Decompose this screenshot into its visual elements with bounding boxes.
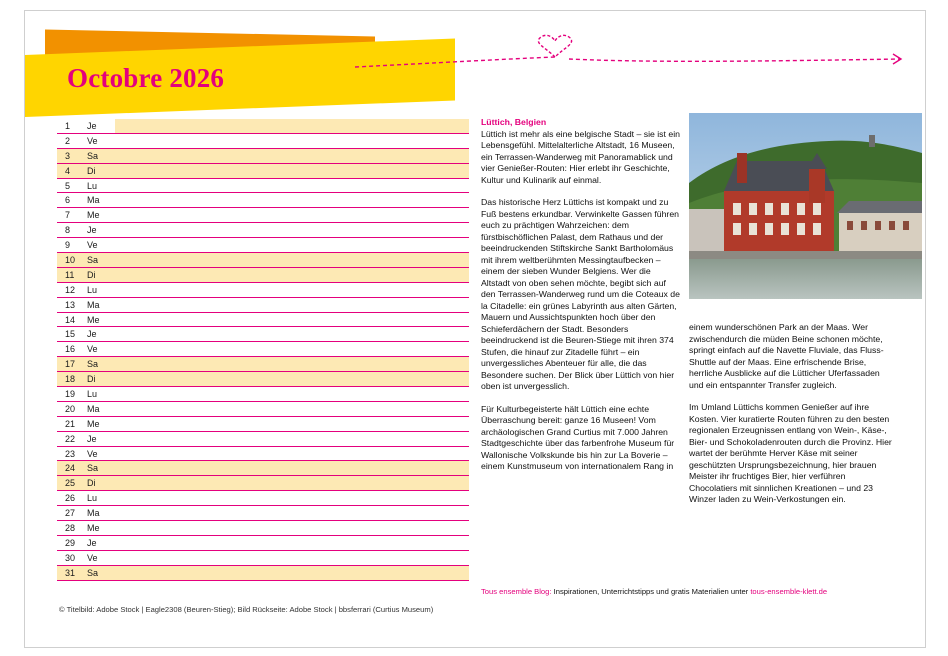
weekday-abbrev: Di bbox=[87, 269, 96, 280]
month-title: Octobre 2026 bbox=[67, 63, 225, 93]
image-credits: © Titelbild: Adobe Stock | Eagle2308 (Beuren-Stieg); Bild Rückseite: Adobe Stock | bbsferrari (Curtius Museum) bbox=[59, 605, 434, 614]
day-number: 21 bbox=[65, 418, 76, 429]
weekday-abbrev: Sa bbox=[87, 567, 99, 578]
blog-note bbox=[481, 587, 827, 596]
calendar-day-row bbox=[57, 491, 469, 506]
calendar-page bbox=[24, 10, 926, 648]
day-number: 20 bbox=[65, 403, 76, 414]
weekday-abbrev: Ma bbox=[87, 508, 100, 519]
day-list bbox=[57, 119, 469, 581]
day-number: 13 bbox=[65, 299, 76, 310]
weekday-abbrev: Di bbox=[87, 165, 96, 176]
day-number: 24 bbox=[65, 463, 76, 474]
article-paragraph: Das historische Herz Lüttichs ist kompakt und zu Fuß bestens erkundbar. Verwinkelte Gassen führen euch zu prächtigen Wahrzeichen: dem fürstbischöflichen Palast, dem Rathaus und der beeindruckenden Stiftskirche Sankt Bartholomäus mit ihrem weltberühmten Messingtaufbecken – einem der sieben Wunder Belgiens. Wer die Altstadt von oben sehen möchte, begibt sich auf den Terrassen-Wanderweg rund um die Coteaux de la Citadelle: ein grünes Labyrinth aus alten Gärten, Mauern und Aussichtspunkten hoch über den Schieferdächern der Stadt. Besonders beeindruckend ist die Beuren-Stiege mit ihren 374 Stufen, die hinauf zur Zitadelle führt – ein unvergessliches Abenteuer für alle, die das Besondere suchen. Der Blick über Lüttich von hier oben ist unvergesslich. bbox=[481, 197, 680, 391]
blog-link[interactable]: tous-ensemble-klett.de bbox=[750, 587, 828, 596]
weekday-abbrev: Sa bbox=[87, 463, 99, 474]
weekday-abbrev: Je bbox=[87, 537, 97, 548]
calendar-day-row bbox=[57, 208, 469, 223]
day-number: 5 bbox=[65, 180, 71, 191]
weekday-abbrev: Sa bbox=[87, 359, 99, 370]
calendar-day-row bbox=[57, 149, 469, 164]
day-number: 29 bbox=[65, 537, 76, 548]
day-number: 16 bbox=[65, 344, 76, 355]
calendar-day-row bbox=[57, 283, 469, 298]
article-column-left bbox=[481, 117, 681, 484]
day-number: 26 bbox=[65, 493, 76, 504]
article-paragraph: Im Umland Lüttichs kommen Genießer auf ihre Kosten. Vier kuratierte Routen führen zu den besten regionalen Erzeugnissen entlang von Wein-, Käse-, Bier- und Schokoladenrouten durch die Provinz. Hier wartet der berühmte Herver Käse mit seiner geschützten Ursprungsbezeichnung, hier brauen Meister ihr fruchtiges Bier, hier verführen Chocolatiers mit sinnlichen Kreationen – und 23 Winzer laden zu Wein-Verkostungen ein. bbox=[689, 402, 892, 504]
article-paragraph: Für Kulturbegeisterte hält Lüttich eine echte Überraschung bereit: ganze 16 Museen! Vom archäologischen Grand Curtius mit 7.000 Jahren Stadtgeschichte über das farbenfrohe Museum für Wallonische Volkskunde bis hin zur La Boverie – einem Kunstmuseum von internationalem Rang in bbox=[481, 403, 675, 471]
calendar-day-row bbox=[57, 193, 469, 208]
calendar-day-row bbox=[57, 179, 469, 194]
article-column-right bbox=[689, 322, 895, 517]
day-number: 7 bbox=[65, 210, 71, 221]
calendar-day-row bbox=[57, 476, 469, 491]
day-number: 30 bbox=[65, 552, 76, 563]
calendar-day-row bbox=[57, 327, 469, 342]
article-city-heading: Lüttich, Belgien bbox=[481, 117, 547, 127]
article-paragraph: einem wunderschönen Park an der Maas. Wer zwischendurch die müden Beine schonen möchte, springt einfach auf die Navette Fluviale, das Fluss-Shuttle auf der Maas. Eine erfrischende Brise, herrliche Ausblicke auf die Lütticher Uferfassaden und ein entspannter Transfer zugleich. bbox=[689, 322, 884, 390]
calendar-day-row bbox=[57, 313, 469, 328]
weekday-abbrev: Lu bbox=[87, 180, 98, 191]
calendar-day-row bbox=[57, 253, 469, 268]
day-number: 3 bbox=[65, 150, 71, 161]
weekday-abbrev: Je bbox=[87, 329, 97, 340]
weekday-abbrev: Me bbox=[87, 210, 100, 221]
day-number: 28 bbox=[65, 522, 76, 533]
calendar-day-row bbox=[57, 357, 469, 372]
weekday-abbrev: Je bbox=[87, 433, 97, 444]
weekday-abbrev: Sa bbox=[87, 254, 99, 265]
day-number: 15 bbox=[65, 329, 76, 340]
day-number: 22 bbox=[65, 433, 76, 444]
calendar-day-row bbox=[57, 417, 469, 432]
calendar-day-row bbox=[57, 268, 469, 283]
day-number: 31 bbox=[65, 567, 76, 578]
day-number: 6 bbox=[65, 195, 71, 206]
day-number: 25 bbox=[65, 478, 76, 489]
weekday-abbrev: Sa bbox=[87, 150, 99, 161]
calendar-day-row bbox=[57, 447, 469, 462]
weekday-abbrev: Ve bbox=[87, 344, 98, 355]
day-number: 10 bbox=[65, 254, 76, 265]
weekday-abbrev: Lu bbox=[87, 493, 98, 504]
day-number: 1 bbox=[65, 120, 71, 131]
day-number: 8 bbox=[65, 225, 71, 236]
blog-label: Tous ensemble Blog: bbox=[481, 587, 552, 596]
heart-dashed-line-icon bbox=[355, 29, 925, 79]
article-intro: Lüttich ist mehr als eine belgische Stadt – sie ist ein Lebensgefühl. Mittelalterliche Altstadt, 16 Museen, ein Terrassen-Wanderweg mit Panoramablick und vier Genießer-Routen: Hier erlebt ihr Geschichte, Kultur und Kulinarik auf einmal. bbox=[481, 128, 680, 185]
calendar-day-row bbox=[57, 461, 469, 476]
weekday-abbrev: Ma bbox=[87, 195, 100, 206]
calendar-day-row bbox=[57, 342, 469, 357]
calendar-day-row bbox=[57, 119, 469, 134]
day-number: 17 bbox=[65, 359, 76, 370]
weekday-abbrev: Je bbox=[87, 225, 97, 236]
day-number: 19 bbox=[65, 388, 76, 399]
calendar-day-row bbox=[57, 223, 469, 238]
weekday-abbrev: Ve bbox=[87, 135, 98, 146]
weekday-abbrev: Me bbox=[87, 522, 100, 533]
calendar-day-row bbox=[57, 298, 469, 313]
weekday-abbrev: Di bbox=[87, 478, 96, 489]
weekday-abbrev: Lu bbox=[87, 284, 98, 295]
weekday-abbrev: Ma bbox=[87, 299, 100, 310]
weekday-abbrev: Me bbox=[87, 314, 100, 325]
liege-photo bbox=[689, 113, 922, 299]
blog-text: Inspirationen, Unterrichtstipps und gratis Materialien unter bbox=[551, 587, 751, 596]
calendar-day-row bbox=[57, 238, 469, 253]
day-number: 4 bbox=[65, 165, 71, 176]
calendar-day-row bbox=[57, 402, 469, 417]
calendar-day-row bbox=[57, 387, 469, 402]
weekday-abbrev: Ve bbox=[87, 240, 98, 251]
day-number: 12 bbox=[65, 284, 76, 295]
calendar-day-row bbox=[57, 372, 469, 387]
weekday-abbrev: Me bbox=[87, 418, 100, 429]
calendar-day-row bbox=[57, 506, 469, 521]
day-number: 9 bbox=[65, 240, 71, 251]
day-number: 27 bbox=[65, 508, 76, 519]
calendar-day-row bbox=[57, 164, 469, 179]
weekday-abbrev: Ve bbox=[87, 552, 98, 563]
weekday-abbrev: Di bbox=[87, 374, 96, 385]
calendar-day-row bbox=[57, 521, 469, 536]
day-number: 23 bbox=[65, 448, 76, 459]
weekday-abbrev: Lu bbox=[87, 388, 98, 399]
day-number: 14 bbox=[65, 314, 76, 325]
day-number: 11 bbox=[65, 269, 75, 280]
calendar-day-row bbox=[57, 432, 469, 447]
calendar-day-row bbox=[57, 536, 469, 551]
weekday-abbrev: Ve bbox=[87, 448, 98, 459]
calendar-day-row bbox=[57, 134, 469, 149]
weekday-abbrev: Ma bbox=[87, 403, 100, 414]
calendar-day-row bbox=[57, 551, 469, 566]
weekday-abbrev: Je bbox=[87, 120, 97, 131]
day-number: 18 bbox=[65, 374, 76, 385]
calendar-day-row bbox=[57, 566, 469, 581]
day-number: 2 bbox=[65, 135, 71, 146]
